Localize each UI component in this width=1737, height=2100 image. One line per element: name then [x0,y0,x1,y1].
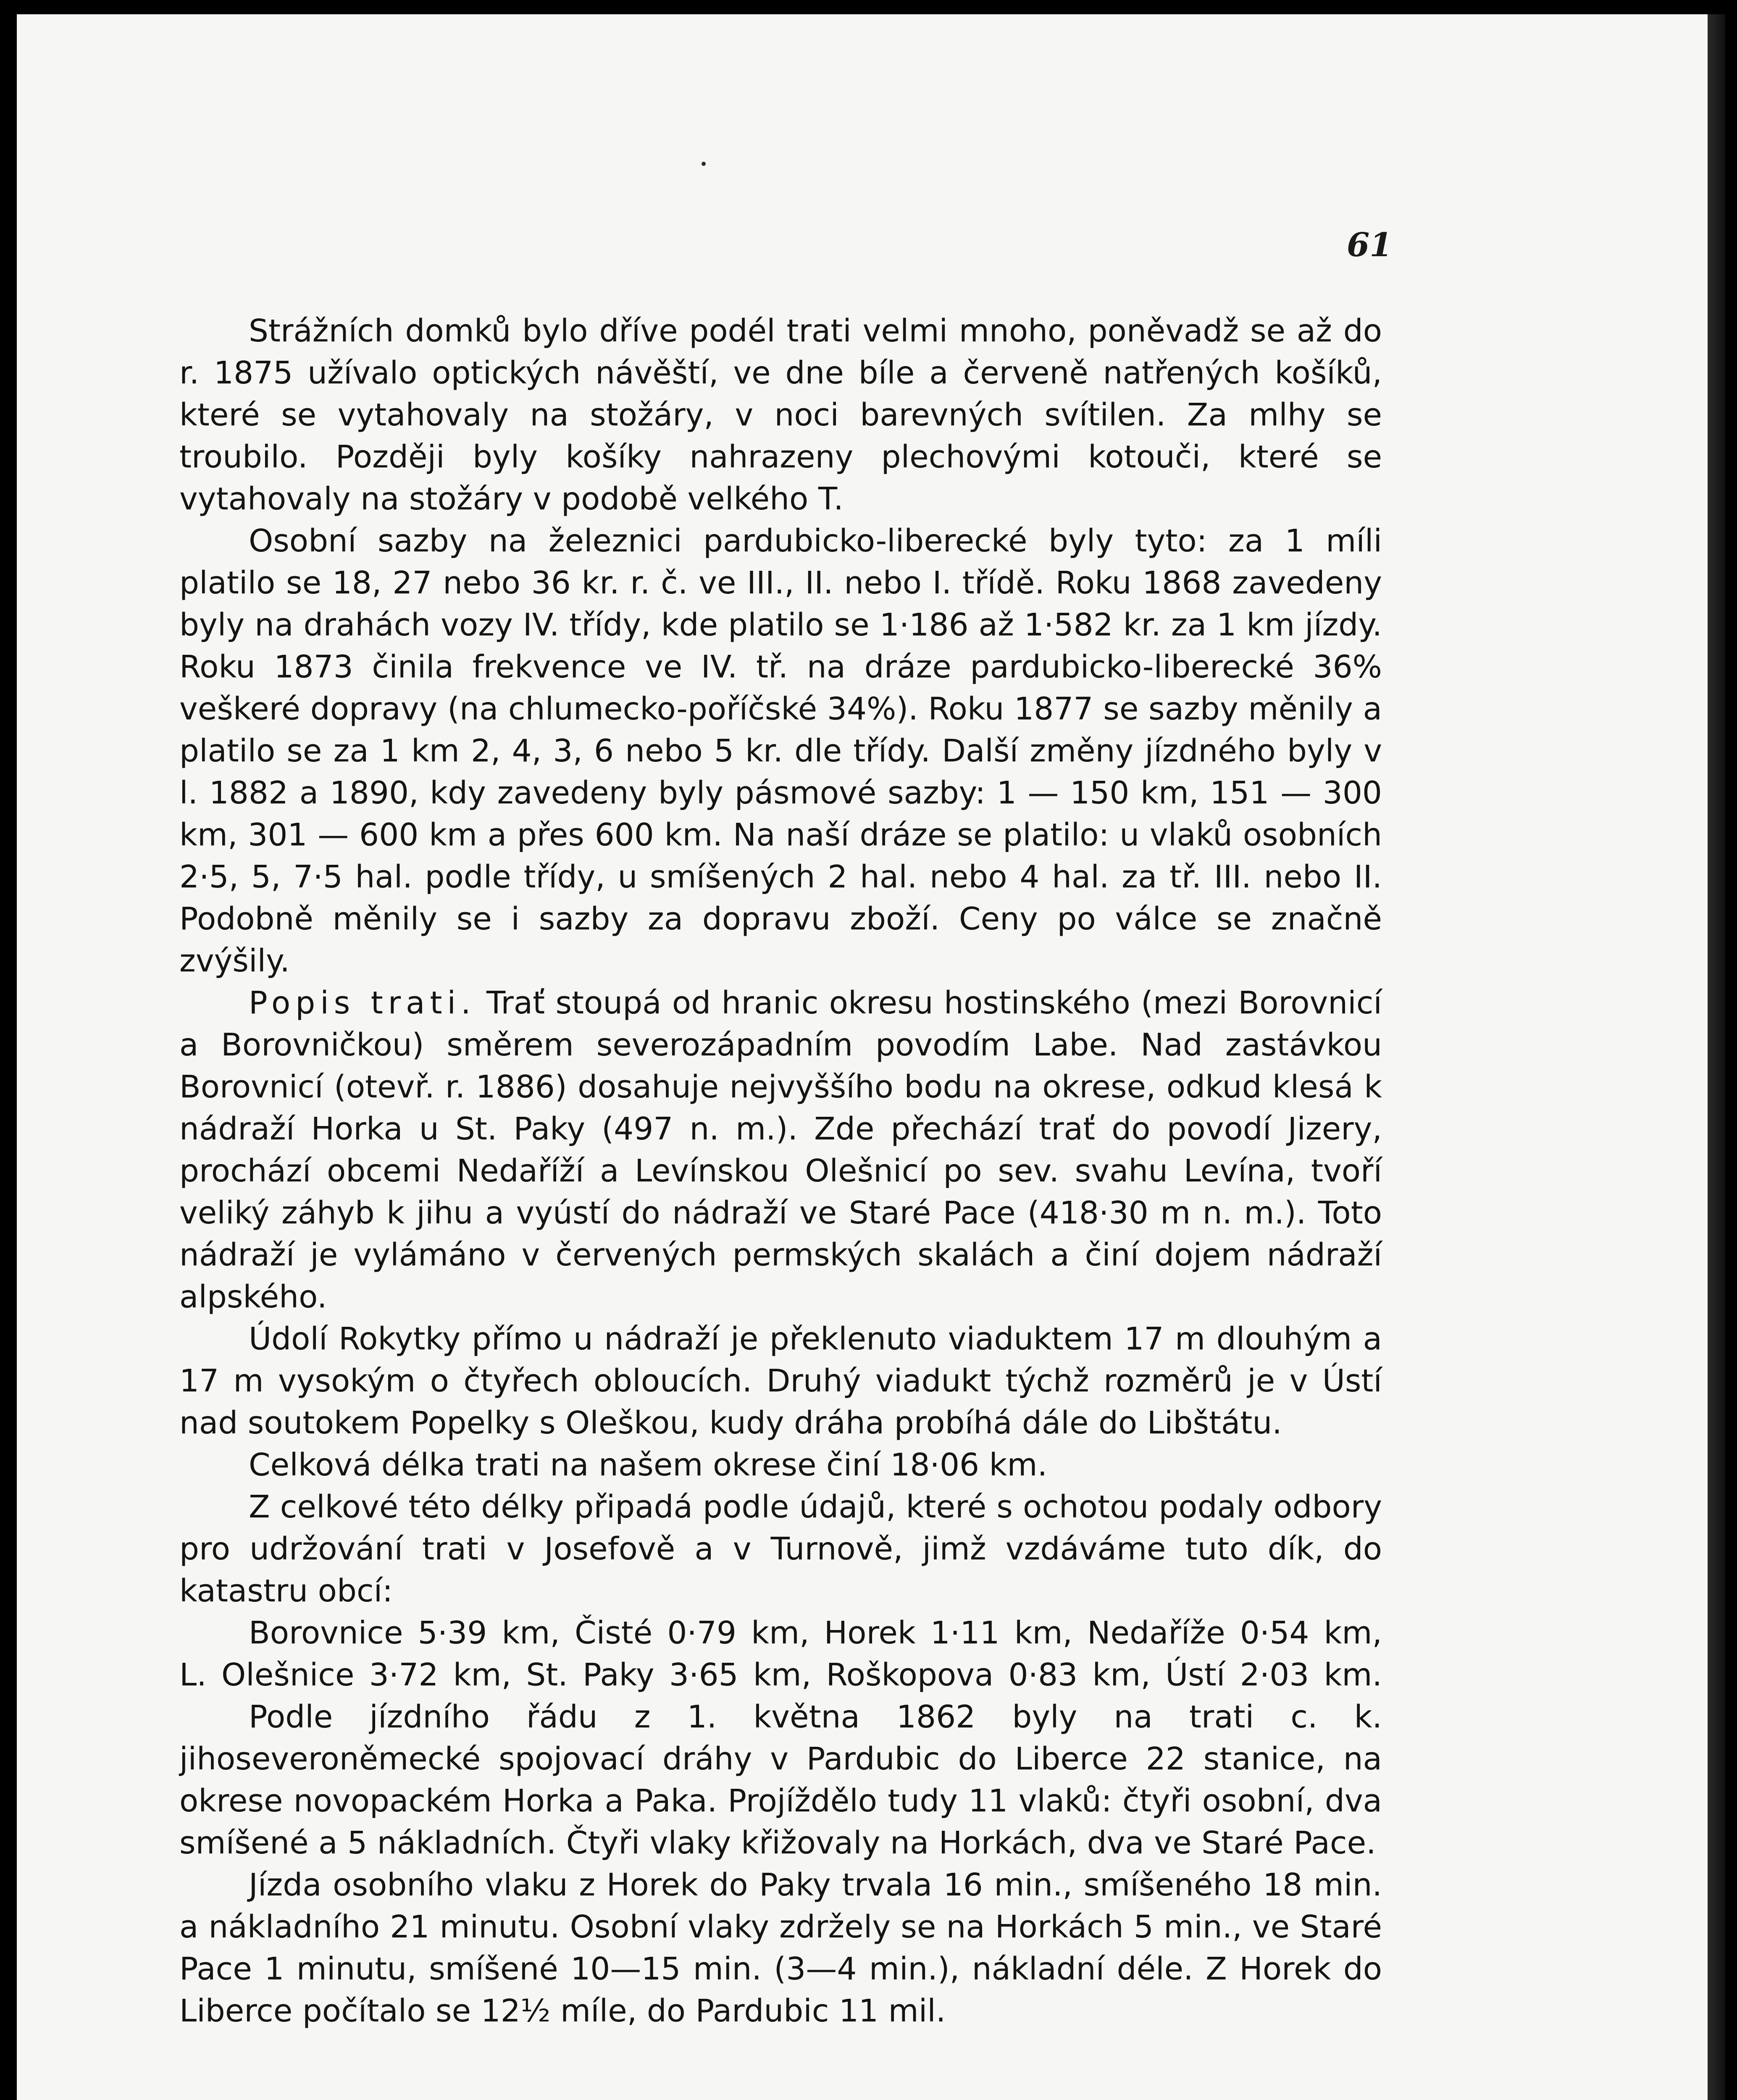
paragraph-cadastre-intro: Z celkové této délky připadá podle údajů, které s ochotou podaly odbory pro udržování trati v Josefově a v Turnově, jimž vzdáváme tuto dík, do katastru obcí: [179,1489,1382,1609]
route-description-text: Trať stoupá od hranic okresu hostinského (mezi Borovnicí a Borovničkou) směrem severozápadním povodím Labe. Nad zastávkou Borovnicí (otevř. r. 1886) dosahuje nejvyššího bodu na okrese, odkud klesá k nádraží Horka u St. Paky (497 n. m.). Zde přechází trať do povodí Jizery, prochází obcemi Nedaříží a Levínskou Olešnicí po sev. svahu Levína, tvoří veliký záhyb k jihu a vyústí do nádraží ve Staré Pace (418·30 m n. m.). Toto nádraží je vylámáno v červených permských skalách a činí dojem nádraží alpského. [179,985,1382,1315]
paragraph-total-length: Celková délka trati na našem okrese činí 18·06 km. [249,1447,1048,1483]
scan-right-edge [1708,0,1737,2100]
paragraph-timetable-1862: Podle jízdního řádu z 1. května 1862 byly na trati c. k. jihoseveroněmecké spojovací dráhy v Pardubic do Liberce 22 stanice, na okrese novopackém Horka a Paka. Projíždělo tudy 11 vlaků: čtyři osobní, dva smíšené a 5 nákladních. Čtyři vlaky křižovaly na Horkách, dva ve Staré Pace. [179,1699,1382,1861]
paragraph-signal-houses: Strážních domků bylo dříve podél trati velmi mnoho, poněvadž se až do r. 1875 užívalo optických návěští, ve dne bíle a červeně natřených košíků, které se vytahovaly na stožáry, v noci barevných svítilen. Za mlhy se troubilo. Později byly košíky nahrazeny plechovými kotouči, které se vytahovaly na stožáry v podobě velkého T. [179,313,1382,517]
paragraph-route-description [179,982,1382,1318]
scan-speck [702,162,706,166]
document-body [179,310,1382,2032]
cadastre-list-line: L. Olešnice 3·72 km, St. Paky 3·65 km, Roškopova 0·83 km, Ústí 2·03 km. [179,1657,1382,1693]
cadastre-list-line: Borovnice 5·39 km, Čisté 0·79 km, Horek 1·11 km, Nedaříže 0·54 km, [249,1615,1382,1651]
paragraph-fares: Osobní sazby na železnici pardubicko-liberecké byly tyto: za 1 míli platilo se 18, 27 nebo 36 kr. r. č. ve III., II. nebo I. třídě. Roku 1868 zavedeny byly na drahách vozy IV. třídy, kde platilo se 1·186 až 1·582 kr. za 1 km jízdy. Roku 1873 činila frekvence ve IV. tř. na dráze pardubicko-liberecké 36% veškeré dopravy (na chlumecko-poříčské 34%). Roku 1877 se sazby měnily a platilo se za 1 km 2, 4, 3, 6 nebo 5 kr. dle třídy. Další změny jízdného byly v l. 1882 a 1890, kdy zavedeny byly pásmové sazby: 1 — 150 km, 151 — 300 km, 301 — 600 km a přes 600 km. Na naší dráze se platilo: u vlaků osobních 2·5, 5, 7·5 hal. podle třídy, u smíšených 2 hal. nebo 4 hal. za tř. III. nebo II. Podobně měnily se i sazby za dopravu zboží. Ceny po válce se značně zvýšily. [179,523,1382,979]
paragraph-travel-times: Jízda osobního vlaku z Horek do Paky trvala 16 min., smíšeného 18 min. a nákladního 21 minutu. Osobní vlaky zdržely se na Horkách 5 min., ve Staré Pace 1 minutu, smíšené 10—15 min. (3—4 min.), nákladní déle. Z Horek do Liberce počítalo se 12½ míle, do Pardubic 11 mil. [179,1867,1382,2029]
page-number: 61 [1347,226,1393,264]
paragraph-viaducts: Údolí Rokytky přímo u nádraží je překlenuto viaduktem 17 m dlouhým a 17 m vysokým o čtyřech obloucích. Druhý viadukt týchž rozměrů je v Ústí nad soutokem Popelky s Oleškou, kudy dráha probíhá dále do Libštátu. [179,1321,1382,1441]
section-heading-route: Popis trati. [249,985,476,1021]
